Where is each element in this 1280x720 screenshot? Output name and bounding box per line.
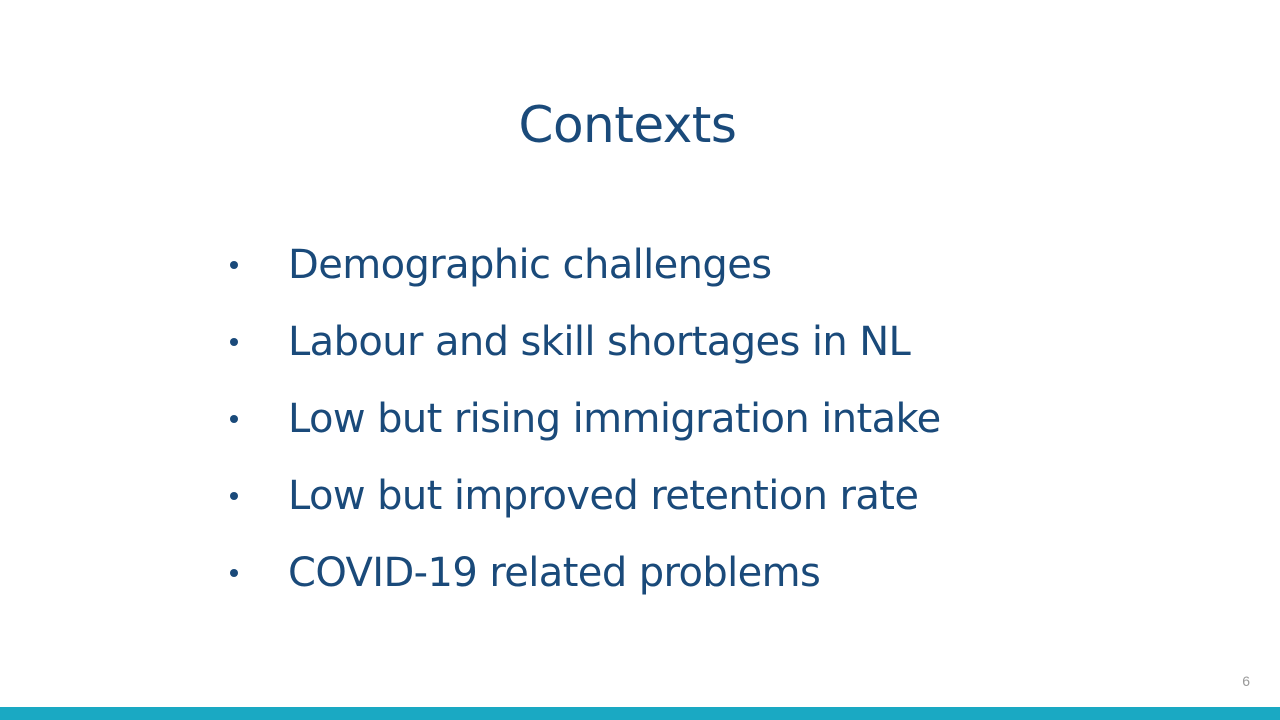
bullet-icon — [230, 492, 238, 500]
bullet-list — [226, 226, 941, 611]
bullet-text: Low but rising immigration intake — [288, 395, 941, 442]
page-number: 6 — [1242, 673, 1250, 689]
list-item — [226, 457, 941, 534]
bullet-icon — [230, 261, 238, 269]
list-item — [226, 380, 941, 457]
bullet-text: Labour and skill shortages in NL — [288, 318, 911, 365]
bullet-icon — [230, 569, 238, 577]
bullet-text: Low but improved retention rate — [288, 472, 919, 519]
slide-title: Contexts — [518, 96, 737, 154]
list-item — [226, 534, 941, 611]
footer-bar — [0, 707, 1280, 720]
list-item — [226, 226, 941, 303]
bullet-icon — [230, 415, 238, 423]
bullet-icon — [230, 338, 238, 346]
bullet-text: Demographic challenges — [288, 241, 772, 288]
list-item — [226, 303, 941, 380]
bullet-text: COVID-19 related problems — [288, 549, 821, 596]
